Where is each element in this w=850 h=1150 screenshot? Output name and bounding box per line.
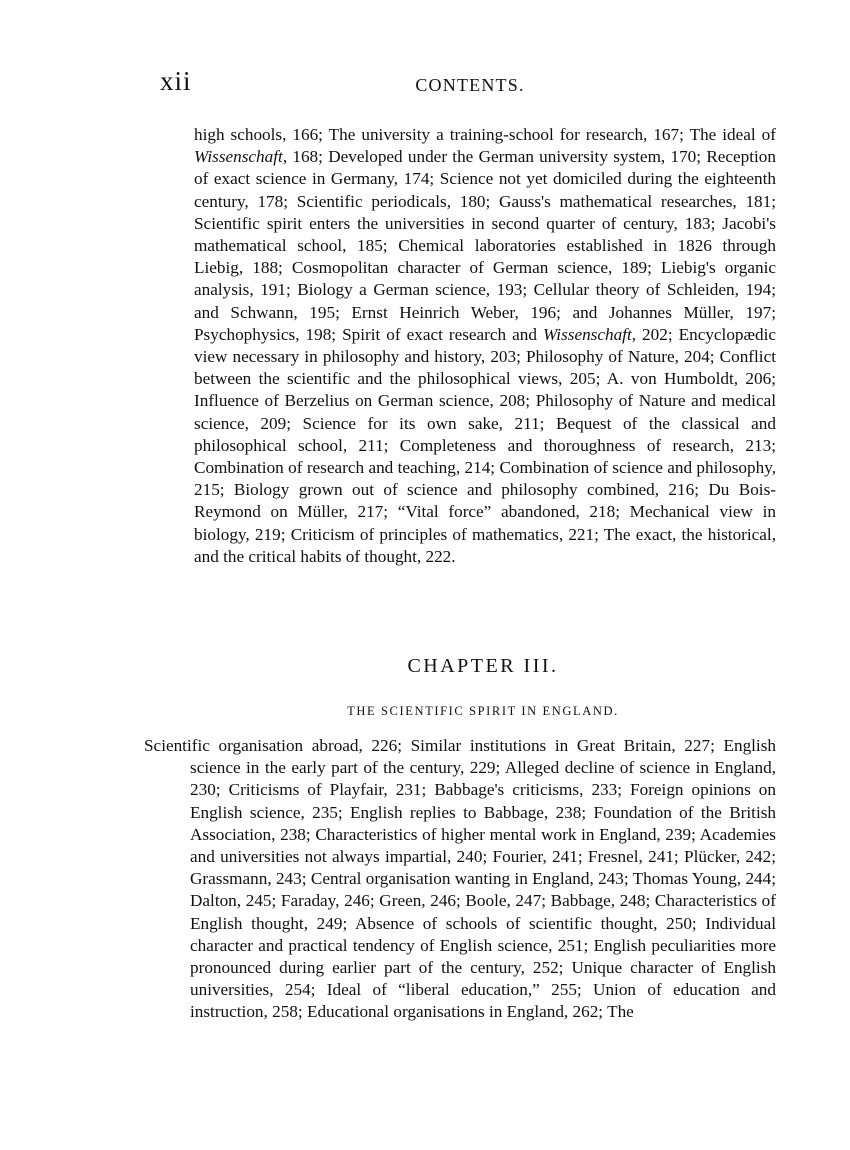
italic-term: Wissenschaft — [542, 324, 632, 344]
contents-paragraph-chapter-3: Scientific organisation abroad, 226; Similar institutions in Great Britain, 227; English science in the early part of the century, 229; Alleged decline of science in England, 230; Criticisms of Playfair, 231; Babbage's criticisms, 233; Foreign opinions on English science, 235; English replies to Babbage, 238; Foundation of the British Association, 238; Characteristics of higher mental work in England, 239; Academies and universities not always impartial, 240; Fourier, 241; Fresnel, 241; Plücker, 242; Grassmann, 243; Central organisation wanting in England, 243; Thomas Young, 244; Dalton, 245; Faraday, 246; Green, 246; Boole, 247; Babbage, 248; Characteristics of English thought, 249; Absence of schools of scientific thought, 250; Individual character and practical tendency of English science, 251; English peculiarities more pronounced during earlier part of the century, 252; Unique character of English universities, 254; Ideal of “liberal education,” 255; Union of education and instruction, 258; Educational organisations in England, 262; The — [144, 736, 776, 1022]
page-number: xii — [160, 66, 192, 96]
chapter-heading: CHAPTER III. — [407, 655, 559, 677]
contents-paragraph-chapter-2-continued — [194, 124, 776, 568]
running-title: CONTENTS. — [415, 75, 525, 95]
chapter-subtitle: THE SCIENTIFIC SPIRIT IN ENGLAND. — [347, 704, 619, 718]
paragraph-text: high schools, 166; The university a training-school for research, 167; The ideal of — [194, 125, 776, 144]
italic-term: Wissenschaft — [194, 147, 283, 167]
running-head — [160, 66, 780, 102]
paragraph-text: , 168; Developed under the German university system, 170; Reception of exact science in Germany, 174; Science not yet domiciled during the eighteenth century, 178; Scientific periodicals, 180; Gauss's mathematical researches, 181; Scientific spirit enters the universities in second quarter of century, 183; Jacobi's mathematical school, 185; Chemical laboratories established in 1826 through Liebig, 188; Cosmopolitan character of German science, 189; Liebig's organic analysis, 191; Biology a German science, 193; Cellular theory of Schleiden, 194; and Schwann, 195; Ernst Heinrich Weber, 196; and Johannes Müller, 197; Psychophysics, 198; Spirit of exact research and — [194, 147, 776, 344]
paragraph-text: , 202; Encyclopædic view necessary in philosophy and history, 203; Philosophy of Nature, 204; Conflict between the scientific and the philosophical views, 205; A. von Humboldt, 206; Influence of Berzelius on German science, 208; Philosophy of Nature and medical science, 209; Science for its own sake, 211; Bequest of the classical and philosophical school, 211; Completeness and thoroughness of research, 213; Combination of research and teaching, 214; Combination of science and philosophy, 215; Biology grown out of science and philosophy combined, 216; Du Bois-Reymond on Müller, 217; “Vital force” abandoned, 218; Mechanical view in biology, 219; Criticism of principles of mathematics, 221; The exact, the historical, and the critical habits of thought, 222. — [194, 324, 776, 566]
